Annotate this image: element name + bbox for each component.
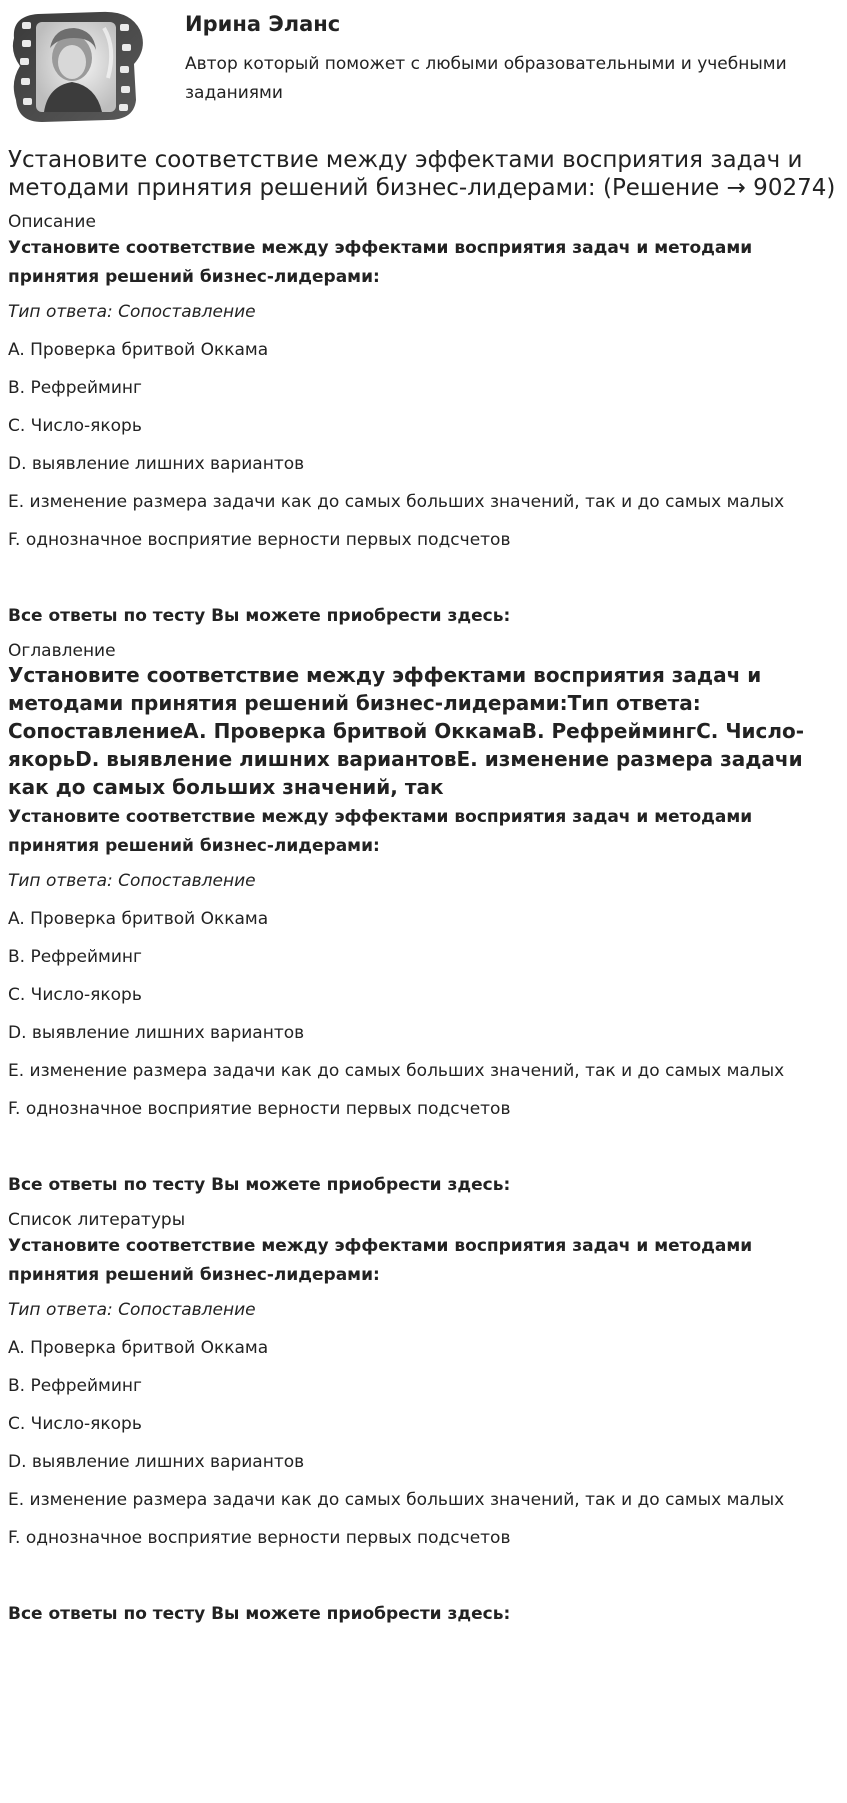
toc-heading: Установите соответствие между эффектами восприятия задач и методами принятия решений бизнес-лидерами:Тип ответа: СопоставлениеA. Проверка бритвой ОккамаB. РефреймингC. Число-якорьD. выявление лишних вариантовE. изменение размера задачи как до самых больших значений, так (8, 663, 805, 799)
spacer (8, 1133, 838, 1171)
answer-type: Тип ответа: Сопоставление (8, 302, 256, 322)
option-d: D. выявление лишних вариантов (8, 1023, 305, 1043)
description-section (8, 212, 838, 631)
option-a: A. Проверка бритвой Оккама (8, 340, 269, 360)
spacer (8, 564, 838, 602)
section-label-references: Список литературы (8, 1210, 186, 1230)
option-a: A. Проверка бритвой Оккама (8, 909, 269, 929)
author-description: Автор который поможет с любыми образовательными и учебными заданиями (185, 54, 787, 103)
author-avatar[interactable] (8, 8, 148, 124)
question-title: Установите соответствие между эффектами восприятия задач и методами принятия решений бизнес-лидерами: (8, 807, 753, 856)
option-b: B. Рефрейминг (8, 378, 142, 398)
answer-type: Тип ответа: Сопоставление (8, 1300, 256, 1320)
question-title: Установите соответствие между эффектами восприятия задач и методами принятия решений бизнес-лидерами: (8, 238, 753, 287)
option-c: C. Число-якорь (8, 416, 142, 436)
section-label-toc: Оглавление (8, 641, 116, 661)
section-label-description: Описание (8, 212, 96, 232)
all-answers-link[interactable]: Все ответы по тесту Вы можете приобрести здесь: (8, 1175, 511, 1195)
option-e: E. изменение размера задачи как до самых больших значений, так и до самых малых (8, 1061, 785, 1081)
toc-section (8, 641, 838, 1200)
option-d: D. выявление лишних вариантов (8, 454, 305, 474)
option-e: E. изменение размера задачи как до самых больших значений, так и до самых малых (8, 492, 785, 512)
option-d: D. выявление лишних вариантов (8, 1452, 305, 1472)
option-a: A. Проверка бритвой Оккама (8, 1338, 269, 1358)
question-title: Установите соответствие между эффектами восприятия задач и методами принятия решений бизнес-лидерами: (8, 1236, 753, 1285)
option-f: F. однозначное восприятие верности первых подсчетов (8, 1528, 511, 1548)
option-b: B. Рефрейминг (8, 1376, 142, 1396)
answer-type: Тип ответа: Сопоставление (8, 871, 256, 891)
author-header (0, 0, 847, 130)
film-frame-avatar-icon (8, 8, 148, 124)
main-content (8, 146, 838, 1636)
option-c: C. Число-якорь (8, 985, 142, 1005)
all-answers-link[interactable]: Все ответы по тесту Вы можете приобрести здесь: (8, 1604, 511, 1624)
option-b: B. Рефрейминг (8, 947, 142, 967)
option-c: C. Число-якорь (8, 1414, 142, 1434)
page-title: Установите соответствие между эффектами восприятия задач и методами принятия решений бизнес-лидерами: (Решение → 90274) (8, 147, 836, 201)
option-f: F. однозначное восприятие верности первых подсчетов (8, 1099, 511, 1119)
author-name[interactable]: Ирина Эланс (185, 12, 341, 36)
spacer (8, 1562, 838, 1600)
references-section (8, 1210, 838, 1629)
option-e: E. изменение размера задачи как до самых больших значений, так и до самых малых (8, 1490, 785, 1510)
all-answers-link[interactable]: Все ответы по тесту Вы можете приобрести здесь: (8, 606, 511, 626)
option-f: F. однозначное восприятие верности первых подсчетов (8, 530, 511, 550)
